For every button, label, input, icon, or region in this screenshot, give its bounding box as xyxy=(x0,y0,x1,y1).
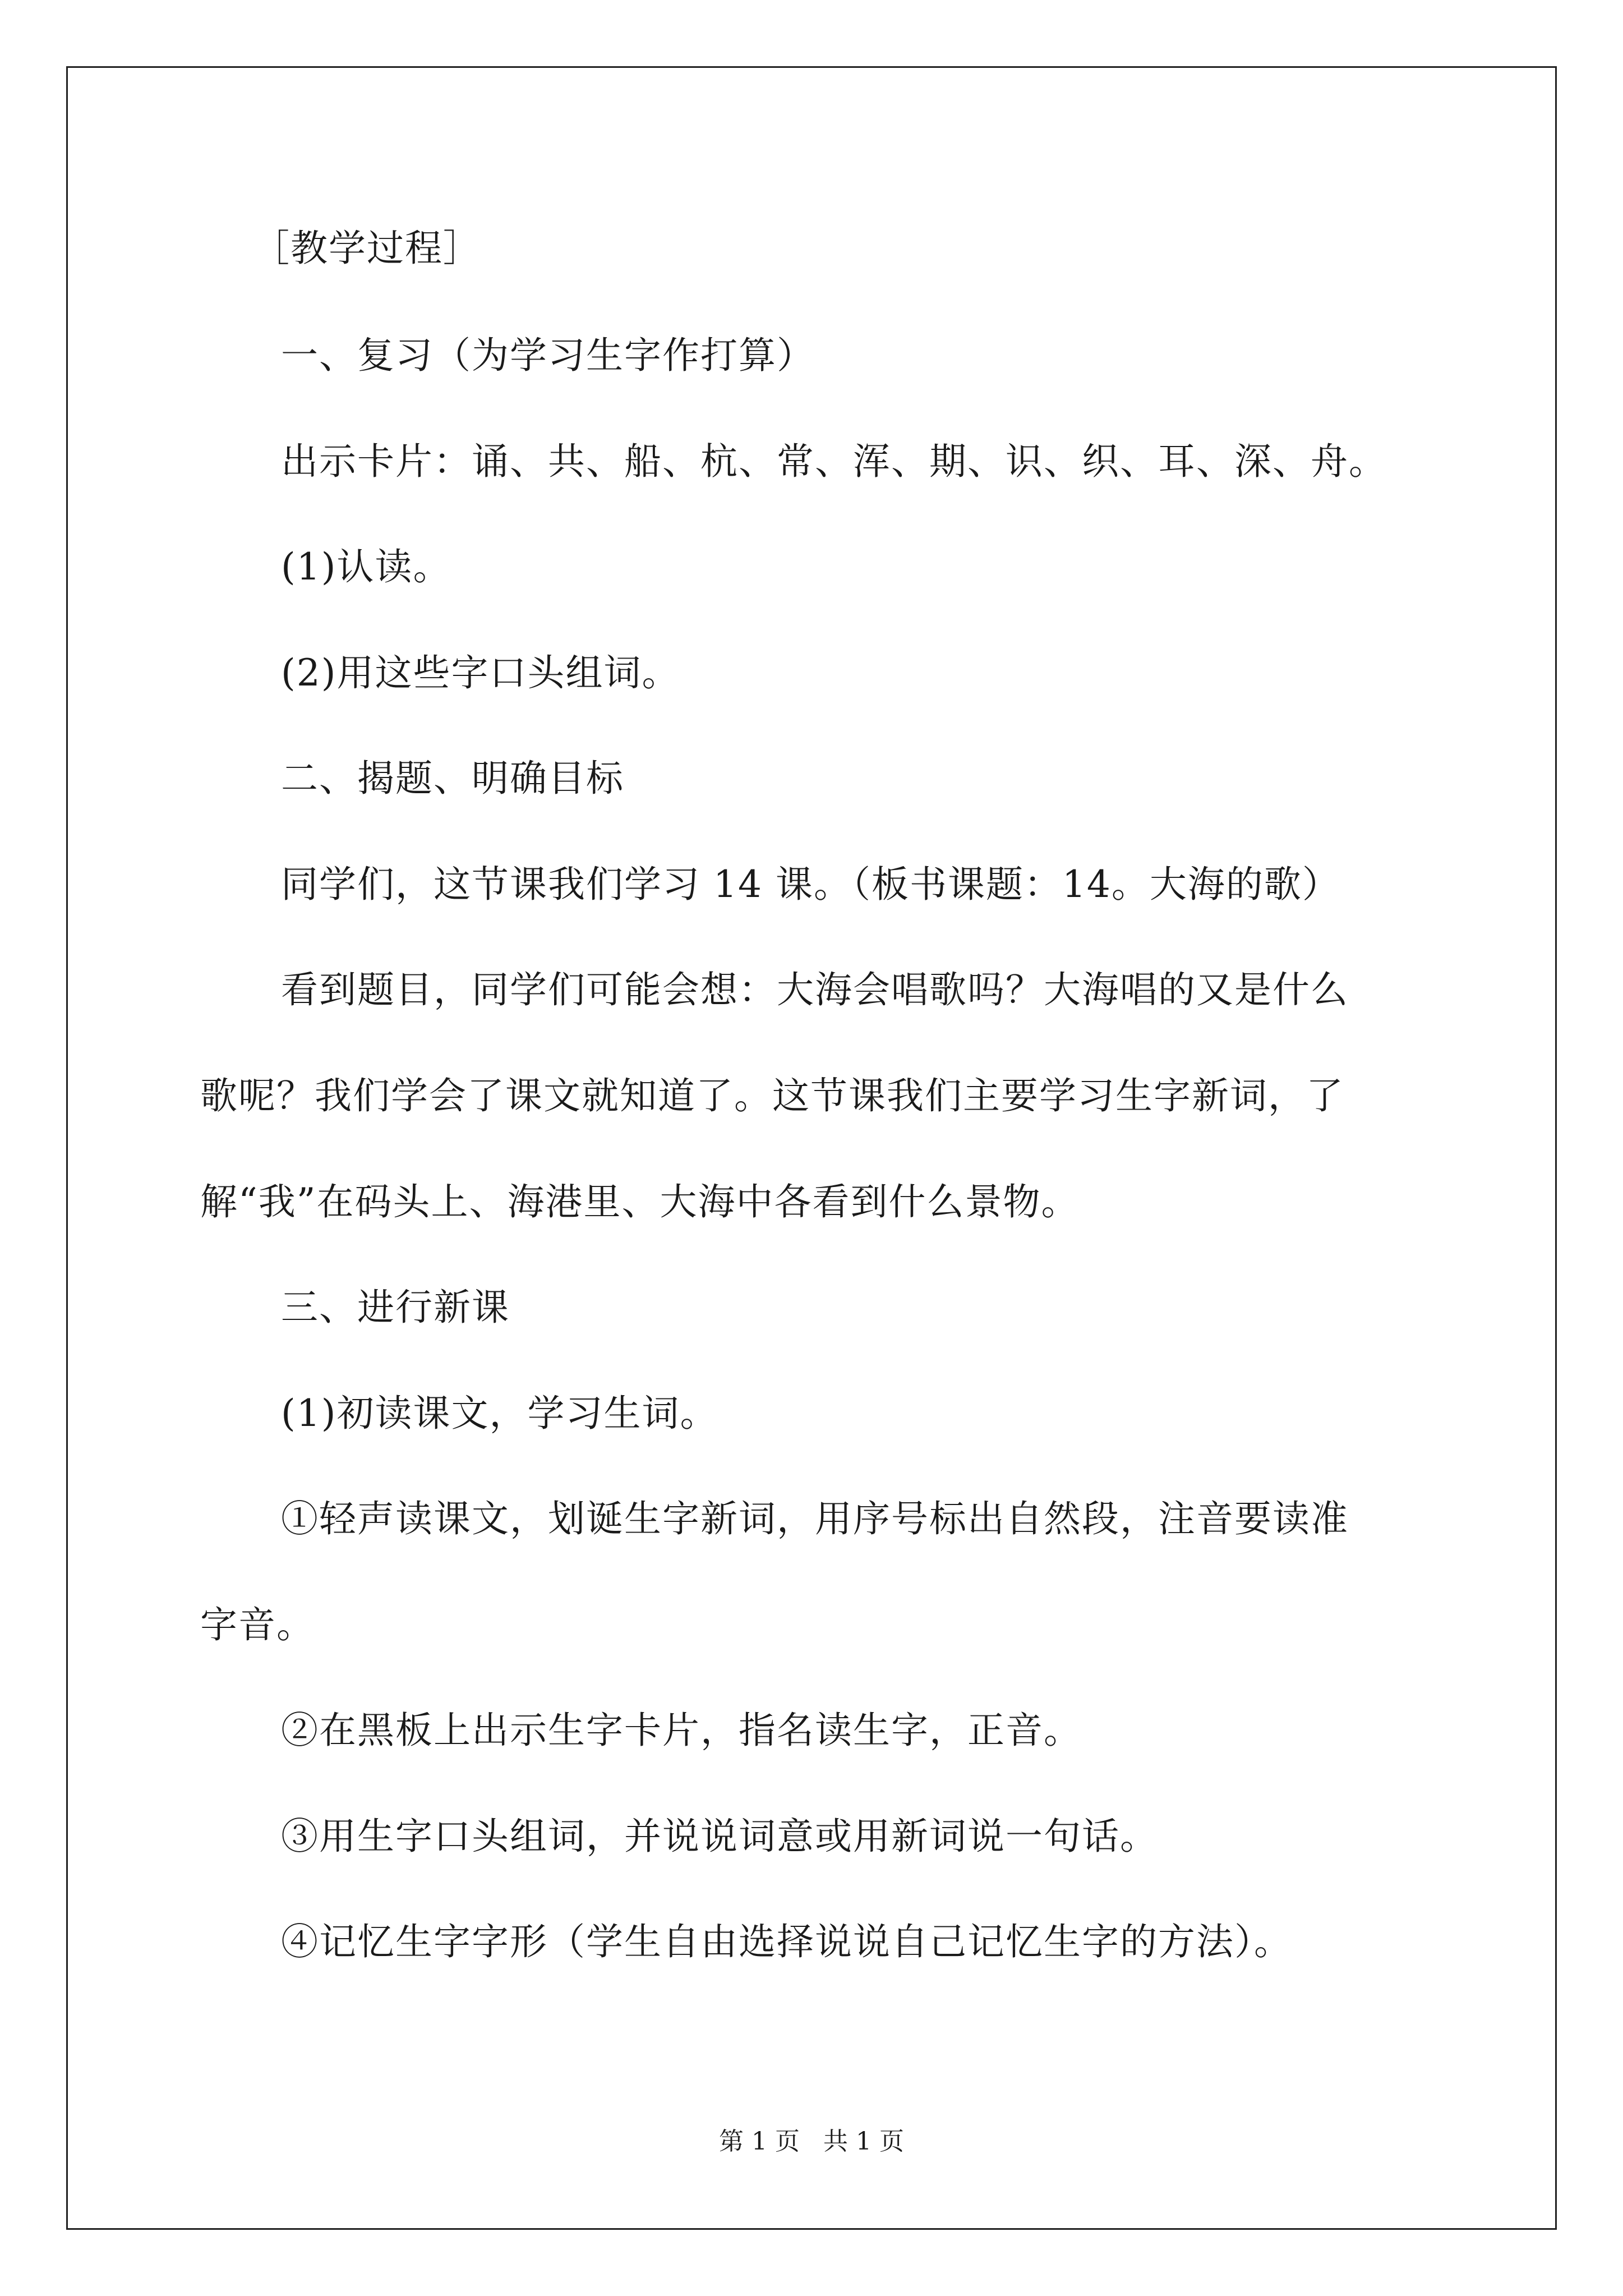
step-3: ③用生字口头组词，并说说词意或用新词说一句话。 xyxy=(281,1815,1158,1858)
paragraph-question-line-3: 解“我”在码头上、海港里、大海中各看到什么景物。 xyxy=(200,1180,1080,1223)
section-heading-new-lesson: 三、进行新课 xyxy=(281,1286,510,1329)
step-1-line-2: 字音。 xyxy=(200,1603,315,1646)
step-4: ④记忆生字字形（学生自由选择说说自己记忆生字的方法）。 xyxy=(281,1920,1292,1963)
section-heading-teaching-process: ［教学过程］ xyxy=(252,227,481,270)
step-1-line-1: ①轻声读课文，划诞生字新词，用序号标出自然段，注音要读准 xyxy=(281,1497,1349,1540)
section-heading-review: 一、复习（为学习生字作打算） xyxy=(281,334,815,377)
list-item-first-read: (1)初读课文，学习生词。 xyxy=(281,1392,718,1435)
page-number-footer: 第 1 页 共 1 页 xyxy=(719,2127,904,2156)
paragraph-flashcards: 出示卡片：诵、共、船、杭、常、浑、期、识、织、耳、深、舟。 xyxy=(281,440,1387,483)
page-border xyxy=(66,66,1557,2230)
list-item-words: (2)用这些字口头组词。 xyxy=(281,651,680,694)
list-item-read: (1)认读。 xyxy=(281,545,451,588)
section-heading-topic: 二、揭题、明确目标 xyxy=(281,757,624,800)
paragraph-question-line-2: 歌呢？我们学会了课文就知道了。这节课我们主要学习生字新词，了 xyxy=(200,1074,1344,1117)
step-2: ②在黑板上出示生字卡片，指名读生字，正音。 xyxy=(281,1709,1082,1752)
paragraph-question-line-1: 看到题目，同学们可能会想：大海会唱歌吗？大海唱的又是什么 xyxy=(281,968,1349,1011)
paragraph-lesson-intro: 同学们，这节课我们学习 14 课。（板书课题：14。大海的歌） xyxy=(281,863,1340,906)
